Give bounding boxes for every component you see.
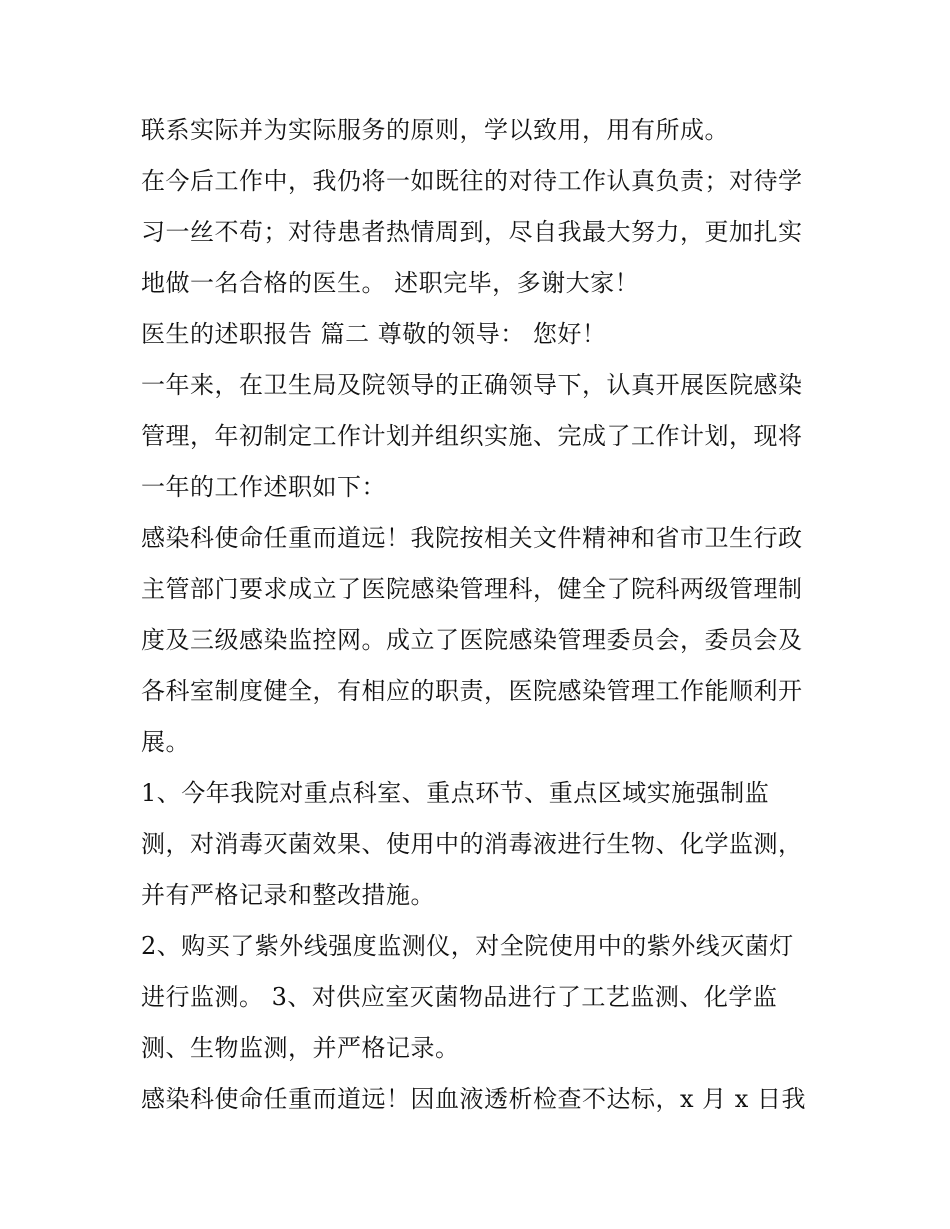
text-line: 地做一名合格的医生。 述职完毕，多谢大家！ bbox=[141, 269, 640, 297]
text-line: 联系实际并为实际服务的原则，学以致用，用有所成。 bbox=[141, 116, 729, 144]
text-line: 各科室制度健全，有相应的职责，医院感染管理工作能顺利开 bbox=[141, 677, 803, 705]
text-line: 展。 bbox=[141, 728, 190, 756]
text-line: 测、生物监测，并严格记录。 bbox=[141, 1034, 460, 1062]
text-line: 测，对消毒灭菌效果、使用中的消毒液进行生物、化学监测， bbox=[141, 830, 803, 858]
text-line: 2、购买了紫外线强度监测仪，对全院使用中的紫外线灭菌灯 bbox=[141, 932, 794, 960]
text-line: 并有严格记录和整改措施。 bbox=[141, 881, 435, 909]
text-line: 一年来，在卫生局及院领导的正确领导下，认真开展医院感染 bbox=[141, 371, 803, 399]
text-line: 度及三级感染监控网。成立了医院感染管理委员会，委员会及 bbox=[141, 626, 803, 654]
text-line: 在今后工作中，我仍将一如既往的对待工作认真负责；对待学 bbox=[141, 167, 803, 195]
text-line: 医生的述职报告 篇二 尊敬的领导： 您好！ bbox=[141, 320, 607, 348]
text-line: 管理，年初制定工作计划并组织实施、完成了工作计划，现将 bbox=[141, 422, 803, 450]
text-line: 主管部门要求成立了医院感染管理科，健全了院科两级管理制 bbox=[141, 575, 803, 603]
text-line: 感染科使命任重而道远！我院按相关文件精神和省市卫生行政 bbox=[141, 524, 803, 552]
text-line: 感染科使命任重而道远！因血液透析检查不达标，x 月 x 日我 bbox=[141, 1085, 806, 1113]
text-line: 一年的工作述职如下： bbox=[141, 473, 386, 501]
text-line: 习一丝不苟；对待患者热情周到，尽自我最大努力，更加扎实 bbox=[141, 218, 803, 246]
text-line: 进行监测。 3、对供应室灭菌物品进行了工艺监测、化学监 bbox=[141, 983, 778, 1011]
text-line: 1、今年我院对重点科室、重点环节、重点区域实施强制监 bbox=[141, 779, 770, 807]
